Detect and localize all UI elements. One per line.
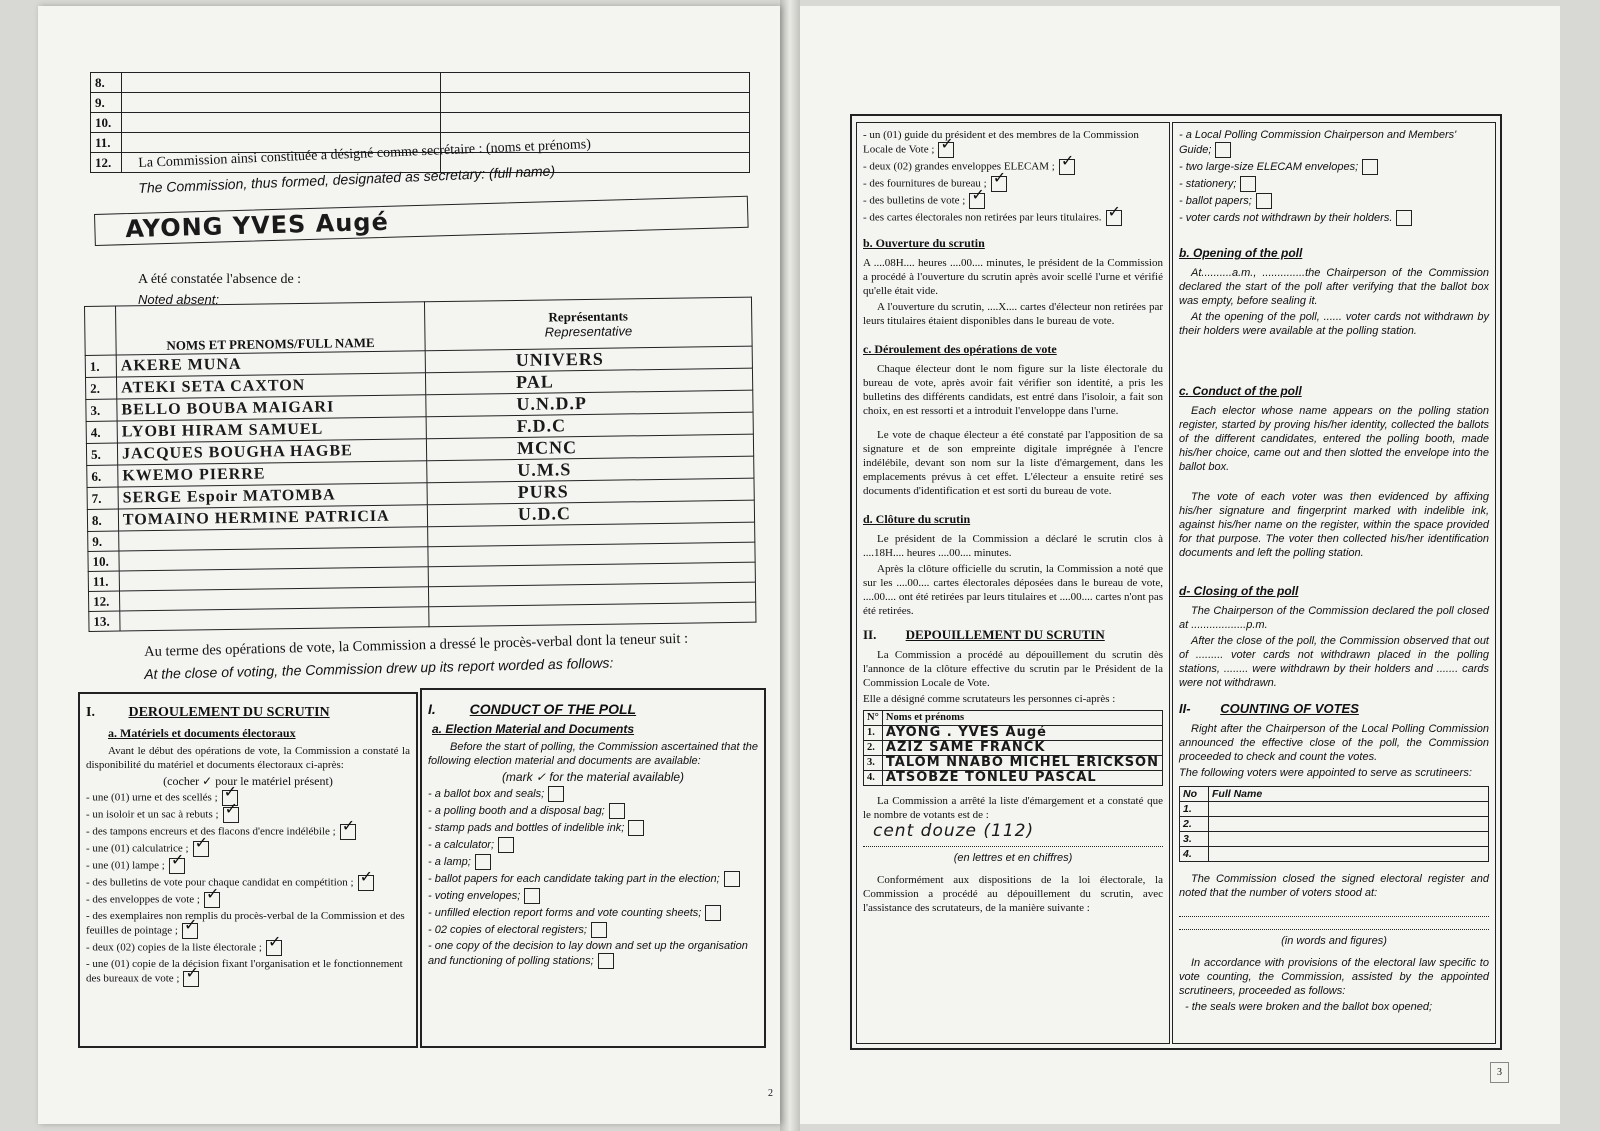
fr-scrut-head-n: N° bbox=[864, 711, 883, 726]
absent-representative: PURS bbox=[427, 478, 754, 505]
checklist-item-text: - des enveloppes de vote ; bbox=[86, 893, 200, 906]
checklist-item-text: - a calculator; bbox=[428, 838, 495, 851]
scrutineer-number: 3. bbox=[1180, 832, 1209, 847]
absent-name: KWEMO PIERRE bbox=[118, 461, 427, 487]
fr-mark-note: (cocher ✓ pour le matériel présent) bbox=[163, 774, 333, 788]
checklist-item-text: - two large-size ELECAM envelopes; bbox=[1179, 160, 1359, 173]
checkbox[interactable] bbox=[182, 923, 198, 939]
en-counting-title: COUNTING OF VOTES bbox=[1220, 701, 1359, 716]
checklist-item-text: - deux (02) grandes enveloppes ELECAM ; bbox=[863, 160, 1055, 173]
fr-scrut-head-name: Noms et prénoms bbox=[882, 711, 1162, 726]
scrutineer-name bbox=[1209, 832, 1489, 847]
checklist-item-text: - une (01) lampe ; bbox=[86, 859, 165, 872]
en-sub-a: a. Election Material and Documents bbox=[432, 722, 635, 736]
en-sub-c-text: c. Conduct of the poll bbox=[1179, 384, 1302, 398]
checkbox[interactable] bbox=[183, 971, 199, 987]
checklist-item-text: - stamp pads and bottles of indelible ink; bbox=[428, 821, 625, 834]
fr-counting-num: II. bbox=[863, 627, 877, 642]
secretary-name: AYONG YVES Augé bbox=[125, 207, 390, 244]
absent-row-number: 8. bbox=[87, 509, 118, 531]
fr-conduct-column bbox=[78, 692, 418, 1048]
en-sub-b-text: b. Opening of the poll bbox=[1179, 246, 1303, 260]
checklist-item bbox=[428, 939, 758, 969]
checkbox[interactable] bbox=[969, 193, 985, 209]
checklist-item bbox=[863, 159, 1163, 175]
checklist-item bbox=[428, 905, 758, 921]
fr-opening-text: A ....08H.... heures ....00.... minutes, le président de la Commission a procédé à l'ouverture du scrutin après avoir scellé l'urne et vérifié qu'elle était vide. bbox=[863, 257, 1163, 297]
checkbox[interactable] bbox=[169, 858, 185, 874]
en-mark-note: (mark ✓ for the material available) bbox=[501, 770, 685, 784]
en-items-list bbox=[428, 786, 758, 969]
checklist-item bbox=[863, 176, 1163, 192]
en-intro: Before the start of polling, the Commission ascertained that the following election material and documents are available: bbox=[428, 741, 758, 767]
fr-sub-b-text: b. Ouverture du scrutin bbox=[863, 236, 985, 250]
fr-closing-2: Après la clôture officielle du scrutin, la Commission a noté que sur les ....00.... cartes électorales déposées dans le bureau de vote, ....00.... ont été retirées par leurs titulaires et ....00.... cartes n'ont pas été retirées. bbox=[863, 563, 1163, 617]
fr-heading-num: I. bbox=[86, 705, 95, 720]
member-row bbox=[91, 73, 750, 93]
en-counting-heading bbox=[1179, 702, 1489, 716]
checklist-item bbox=[428, 888, 758, 904]
checklist-item bbox=[86, 909, 410, 939]
page-number-left: 2 bbox=[768, 1088, 773, 1099]
fr-conduct-2: Le vote de chaque électeur a été constaté par l'apposition de sa signature et de son empreinte digitale imprégnée à l'encre indélébile, devant son nom sur la liste d'émargement, dans les emplacements prévus à cet effet. L'électeur a ensuite retiré ses documents d'identification et est sorti du bureau de vote. bbox=[863, 429, 1163, 497]
scrutineer-row bbox=[864, 726, 1163, 741]
col-names-header: NOMS ET PRENOMS/FULL NAME bbox=[116, 302, 426, 355]
absent-row-number: 10. bbox=[88, 551, 119, 571]
en-scrut-head-n: No bbox=[1180, 787, 1209, 802]
absent-representative: U.M.S bbox=[427, 456, 754, 483]
scrutineer-row bbox=[864, 756, 1163, 771]
member-row bbox=[91, 113, 750, 133]
en-closing-2: After the close of the poll, the Commission observed that out of ......... voter cards not withdrawn placed in the polling stations, ........ were withdrawn by their holders and ....... cards were not withdrawn. bbox=[1179, 635, 1489, 689]
fr-section-heading bbox=[86, 706, 410, 720]
checklist-item bbox=[428, 820, 758, 836]
absent-name: ATEKI SETA CAXTON bbox=[116, 373, 425, 399]
checkbox[interactable] bbox=[609, 803, 625, 819]
fr-register-text: La Commission a arrêté la liste d'émargement et a constaté que le nombre de votants est de : bbox=[863, 795, 1163, 821]
checklist-item bbox=[1179, 176, 1489, 192]
checklist-item bbox=[428, 786, 758, 802]
en-counting-num: II- bbox=[1179, 701, 1191, 716]
fr-right-column bbox=[856, 122, 1170, 1044]
checklist-item bbox=[863, 128, 1163, 158]
checkbox[interactable] bbox=[498, 837, 514, 853]
en-conduct-column bbox=[420, 688, 766, 1048]
scrutineer-row bbox=[1180, 802, 1489, 817]
checkbox[interactable] bbox=[340, 824, 356, 840]
checklist-item-text: - des tampons encreurs et des flacons d'encre indélébile ; bbox=[86, 825, 336, 838]
fr-closing-1: Le président de la Commission a déclaré le scrutin clos à ....18H.... heures ....00.... minutes. bbox=[863, 533, 1163, 559]
fr-count-intro: La Commission a procédé au dépouillement du scrutin dès l'annonce de la clôture effective du scrutin par le Président de la Commission Locale de Vote. bbox=[863, 649, 1163, 689]
scrutineer-row bbox=[864, 741, 1163, 756]
en-scrut-intro: The following voters were appointed to serve as scrutineers: bbox=[1179, 767, 1472, 779]
checklist-item bbox=[428, 871, 758, 887]
absent-representative: U.N.D.P bbox=[426, 390, 753, 417]
fr-scrut-intro: Elle a désigné comme scrutateurs les personnes ci-après : bbox=[863, 693, 1116, 705]
checklist-item-text: - une (01) urne et des scellés ; bbox=[86, 791, 218, 804]
checklist-item-text: - a Local Polling Commission Chairperson and Members' Guide; bbox=[1179, 129, 1457, 156]
checklist-item-text: - 02 copies of electoral registers; bbox=[428, 923, 587, 936]
checklist-item-text: - ballot papers for each candidate taking part in the election; bbox=[428, 872, 720, 885]
checkbox[interactable] bbox=[1215, 142, 1231, 158]
scrutineer-name bbox=[1209, 817, 1489, 832]
checkbox[interactable] bbox=[548, 786, 564, 802]
absent-row-number: 12. bbox=[88, 591, 119, 611]
row-rep-cell bbox=[441, 113, 750, 133]
en-voters-line-1 bbox=[1179, 902, 1489, 917]
scrutineer-name: AYONG . YVES Augé bbox=[882, 726, 1162, 741]
scrutineer-number: 2. bbox=[864, 741, 883, 756]
checklist-item-text: - voting envelopes; bbox=[428, 889, 521, 902]
right-page bbox=[800, 6, 1560, 1124]
col-rep-en: Representative bbox=[544, 323, 633, 340]
absent-row-number: 5. bbox=[86, 443, 117, 465]
en-right-column bbox=[1172, 122, 1496, 1044]
checklist-item bbox=[86, 807, 410, 823]
checklist-item-text: - des bulletins de vote pour chaque candidat en compétition ; bbox=[86, 876, 354, 889]
fr-counting-title: DEPOUILLEMENT DU SCRUTIN bbox=[905, 627, 1105, 642]
row-name-cell bbox=[122, 73, 441, 93]
scrutineer-number: 1. bbox=[864, 726, 883, 741]
absent-representative: UNIVERS bbox=[425, 346, 752, 373]
scrutineer-name: TALOM NNABO MICHEL ERICKSON bbox=[882, 756, 1162, 771]
scrutineer-name: AZIZ SAME FRANCK bbox=[882, 741, 1162, 756]
scrutineer-name bbox=[1209, 802, 1489, 817]
checkbox[interactable] bbox=[1362, 159, 1378, 175]
page-number-right: 3 bbox=[1490, 1062, 1509, 1083]
checkbox[interactable] bbox=[1106, 210, 1122, 226]
en-final-text: In accordance with provisions of the electoral law specific to vote counting, the Commission, assisted by the appointed scrutineers, proceeded as follows: bbox=[1179, 957, 1489, 997]
checklist-item-text: - a ballot box and seals; bbox=[428, 787, 545, 800]
scrutineer-number: 2. bbox=[1180, 817, 1209, 832]
checkbox[interactable] bbox=[1240, 176, 1256, 192]
absent-name: LYOBI HIRAM SAMUEL bbox=[117, 417, 426, 443]
checklist-item bbox=[1179, 128, 1489, 158]
fr-sub-d-text: d. Clôture du scrutin bbox=[863, 512, 971, 526]
en-final-item: - the seals were broken and the ballot box opened; bbox=[1185, 1001, 1433, 1013]
fr-sub-c bbox=[863, 342, 1163, 356]
checkbox[interactable] bbox=[193, 841, 209, 857]
checklist-item-text: - des bulletins de vote ; bbox=[863, 194, 966, 207]
absent-name: BELLO BOUBA MAIGARI bbox=[117, 395, 426, 421]
en-heading-num: I. bbox=[428, 701, 436, 717]
fr-words-figures: (en lettres et en chiffres) bbox=[953, 852, 1073, 864]
fr-heading: DEROULEMENT DU SCRUTIN bbox=[128, 705, 330, 720]
fr-items-list bbox=[86, 790, 410, 987]
absent-row-number: 11. bbox=[88, 571, 119, 591]
checklist-item-text: - a lamp; bbox=[428, 855, 471, 868]
en-sub-b bbox=[1179, 246, 1489, 260]
absent-name: JACQUES BOUGHA HAGBE bbox=[117, 439, 426, 465]
row-name-cell bbox=[122, 93, 441, 113]
checkbox[interactable] bbox=[628, 820, 644, 836]
en-opening-cards: At the opening of the poll, ...... voter cards not withdrawn by their holders were available at the polling station. bbox=[1179, 311, 1489, 337]
member-row bbox=[91, 93, 750, 113]
col-rep-fr: Représentants bbox=[548, 308, 629, 325]
en-sub-d-text: d- Closing of the poll bbox=[1179, 584, 1299, 598]
absent-representative bbox=[429, 602, 756, 627]
en-opening-text: At..........a.m., ..............the Chairperson of the Commission declared the start of the poll after verifying that the ballot box was empty, before sealing it. bbox=[1179, 267, 1489, 307]
absent-row-number: 7. bbox=[87, 487, 118, 509]
absent-name: SERGE Espoir MATOMBA bbox=[118, 483, 427, 509]
secretary-label-fr: La Commission ainsi constituée a désigné comme secrétaire : (noms et prénoms) bbox=[138, 137, 592, 171]
absent-row-number: 3. bbox=[86, 399, 117, 421]
checklist-item-text: - stationery; bbox=[1179, 177, 1237, 190]
en-heading: CONDUCT OF THE POLL bbox=[469, 701, 637, 717]
absent-name: TOMAINO HERMINE PATRICIA bbox=[118, 505, 427, 531]
checklist-item-text: - des exemplaires non remplis du procès-verbal de la Commission et des feuilles de pointage ; bbox=[86, 910, 405, 937]
checkbox[interactable] bbox=[524, 888, 540, 904]
fr-sub-d bbox=[863, 512, 1163, 526]
checklist-item-text: - un (01) guide du président et des membres de la Commission Locale de Vote ; bbox=[863, 129, 1139, 156]
en-words-figures: (in words and figures) bbox=[1281, 935, 1387, 947]
checklist-item bbox=[428, 854, 758, 870]
absent-row-number: 6. bbox=[87, 465, 118, 487]
scrutineer-name: ATSOBZE TONLEU PASCAL bbox=[882, 771, 1162, 786]
absent-table bbox=[84, 297, 756, 632]
en-conduct-2: The vote of each voter was then evidenced by affixing his/her signature and fingerprint marked with indelible ink, against his/her name on the register, within the space provided for that purpose. The voter then collected his/her identification documents and left the polling station. bbox=[1179, 491, 1489, 559]
fr-sub-a: a. Matériels et documents électoraux bbox=[108, 726, 296, 740]
en-right-items bbox=[1179, 128, 1489, 226]
en-sub-c bbox=[1179, 384, 1489, 398]
en-count-intro: Right after the Chairperson of the Local Polling Commission announced the effective close of the poll, the Commission proceeded to check and count the votes. bbox=[1179, 723, 1489, 763]
en-sub-d bbox=[1179, 584, 1489, 598]
en-section-heading bbox=[428, 702, 758, 716]
scrutineer-row bbox=[1180, 847, 1489, 862]
absent-row-number: 2. bbox=[85, 377, 116, 399]
checklist-item bbox=[86, 824, 410, 840]
absent-row-number: 4. bbox=[86, 421, 117, 443]
fr-sub-b bbox=[863, 236, 1163, 250]
checklist-item-text: - une (01) calculatrice ; bbox=[86, 842, 189, 855]
checkbox[interactable] bbox=[938, 142, 954, 158]
scrutineer-row bbox=[1180, 817, 1489, 832]
checklist-item bbox=[86, 875, 410, 891]
scrutineer-row bbox=[864, 771, 1163, 786]
checklist-item bbox=[428, 837, 758, 853]
en-conduct-1: Each elector whose name appears on the polling station register, started by proving his/her identity, collected the ballots of the different candidates, entered the polling booth, made his/her choice, came out and then slotted the envelope into the ballot box. bbox=[1179, 405, 1489, 473]
checkbox[interactable] bbox=[1396, 210, 1412, 226]
fr-intro: Avant le début des opérations de vote, la Commission a constaté la disponibilité du matériel et documents électoraux ci-après: bbox=[86, 745, 410, 771]
row-number: 10. bbox=[91, 113, 122, 133]
absent-row-number: 13. bbox=[89, 611, 120, 631]
checkbox[interactable] bbox=[991, 176, 1007, 192]
row-name-cell bbox=[122, 113, 441, 133]
fr-conduct-1: Chaque électeur dont le nom figure sur la liste électorale du bureau de vote, après avoir fait vérifier son identité, a pris les bulletins des différents candidats, est entré dans l'isoloir, a fait son choix, en est ressorti et a introduit l'enveloppe dans l'urne. bbox=[863, 363, 1163, 417]
row-number: 11. bbox=[91, 133, 122, 153]
row-number: 8. bbox=[91, 73, 122, 93]
checkbox[interactable] bbox=[1059, 159, 1075, 175]
checklist-item bbox=[428, 922, 758, 938]
checklist-item-text: - un isoloir et un sac à rebuts ; bbox=[86, 808, 219, 821]
en-register-text: The Commission closed the signed electoral register and noted that the number of voters stood at: bbox=[1179, 873, 1489, 899]
checklist-item bbox=[86, 790, 410, 806]
checklist-item bbox=[1179, 210, 1489, 226]
checkbox[interactable] bbox=[705, 905, 721, 921]
checklist-item-text: - one copy of the decision to lay down and set up the organisation and functioning of polling stations; bbox=[428, 940, 748, 967]
checklist-item-text: - voter cards not withdrawn by their holders. bbox=[1179, 211, 1393, 224]
absent-name bbox=[120, 607, 429, 631]
checkbox[interactable] bbox=[591, 922, 607, 938]
absent-representative: F.D.C bbox=[426, 412, 753, 439]
close-voting-fr: Au terme des opérations de vote, la Commission a dressé le procès-verbal dont la teneur suit : bbox=[144, 630, 689, 660]
checklist-item-text: - une (01) copie de la décision fixant l'organisation et le fonctionnement des bureaux de vote ; bbox=[86, 958, 403, 985]
col-representative-header bbox=[424, 297, 752, 351]
row-rep-cell bbox=[441, 73, 750, 93]
scrutineer-name bbox=[1209, 847, 1489, 862]
checklist-item bbox=[1179, 193, 1489, 209]
checklist-item-text: - deux (02) copies de la liste électorale ; bbox=[86, 941, 262, 954]
row-number: 12. bbox=[91, 153, 122, 173]
fr-voters-line bbox=[863, 821, 1163, 847]
book-fold bbox=[780, 0, 800, 1131]
checklist-item-text: - unfilled election report forms and vote counting sheets; bbox=[428, 906, 702, 919]
scrutineer-number: 4. bbox=[1180, 847, 1209, 862]
checkbox[interactable] bbox=[223, 807, 239, 823]
en-scrut-head-name: Full Name bbox=[1209, 787, 1489, 802]
checkbox[interactable] bbox=[598, 953, 614, 969]
checklist-item bbox=[86, 892, 410, 908]
scrutineer-number: 1. bbox=[1180, 802, 1209, 817]
scrutineer-number: 4. bbox=[864, 771, 883, 786]
checkbox[interactable] bbox=[204, 892, 220, 908]
checkbox[interactable] bbox=[358, 875, 374, 891]
absence-label-en: Noted absent: bbox=[138, 292, 219, 307]
checklist-item-text: - des cartes électorales non retirées par leurs titulaires. bbox=[863, 211, 1102, 224]
checkbox[interactable] bbox=[724, 871, 740, 887]
en-closing-1: The Chairperson of the Commission declared the poll closed at ..................p.m. bbox=[1179, 605, 1489, 631]
close-voting-en: At the close of voting, the Commission drew up its report worded as follows: bbox=[144, 654, 614, 682]
fr-opening-cards: A l'ouverture du scrutin, ....X.... cartes d'électeur non retirées par leurs titulaires étaient disponibles dans le bureau de vote. bbox=[863, 301, 1163, 327]
absent-representative: U.D.C bbox=[427, 500, 754, 527]
checklist-item bbox=[86, 841, 410, 857]
absent-name: AKERE MUNA bbox=[116, 351, 425, 377]
absent-representative: MCNC bbox=[426, 434, 753, 461]
fr-sub-c-text: c. Déroulement des opérations de vote bbox=[863, 342, 1057, 356]
scrutineer-number: 3. bbox=[864, 756, 883, 771]
checklist-item bbox=[863, 210, 1163, 226]
absent-row-number: 9. bbox=[88, 531, 119, 551]
scrutineer-row bbox=[1180, 832, 1489, 847]
checklist-item-text: - ballot papers; bbox=[1179, 194, 1252, 207]
checklist-item-text: - des fournitures de bureau ; bbox=[863, 177, 987, 190]
en-voters-line-2 bbox=[1179, 917, 1489, 930]
fr-counting-heading bbox=[863, 628, 1163, 642]
checklist-item bbox=[86, 957, 410, 987]
checkbox[interactable] bbox=[266, 940, 282, 956]
secretary-label-en: The Commission, thus formed, designated as secretary: (full name) bbox=[138, 162, 556, 196]
fr-scrutineers-table bbox=[863, 710, 1163, 786]
checkbox[interactable] bbox=[475, 854, 491, 870]
row-rep-cell bbox=[441, 93, 750, 113]
left-page bbox=[38, 6, 780, 1124]
checklist-item bbox=[428, 803, 758, 819]
row-number: 9. bbox=[91, 93, 122, 113]
checklist-item-text: - a polling booth and a disposal bag; bbox=[428, 804, 605, 817]
absent-representative: PAL bbox=[425, 368, 752, 395]
fr-voters-value: cent douze (112) bbox=[873, 821, 1035, 841]
checklist-item bbox=[1179, 159, 1489, 175]
checklist-item bbox=[86, 940, 410, 956]
secretary-box bbox=[94, 196, 749, 246]
absence-label-fr: A été constatée l'absence de : bbox=[138, 272, 302, 287]
en-scrutineers-table bbox=[1179, 786, 1489, 862]
fr-final-text: Conformément aux dispositions de la loi électorale, la Commission a procédé au dépouillement du scrutin, avec l'assistance des scrutateurs, de la manière suivante : bbox=[863, 874, 1163, 914]
checkbox[interactable] bbox=[1256, 193, 1272, 209]
absent-row-number: 1. bbox=[85, 355, 116, 377]
fr-right-items bbox=[863, 128, 1163, 226]
